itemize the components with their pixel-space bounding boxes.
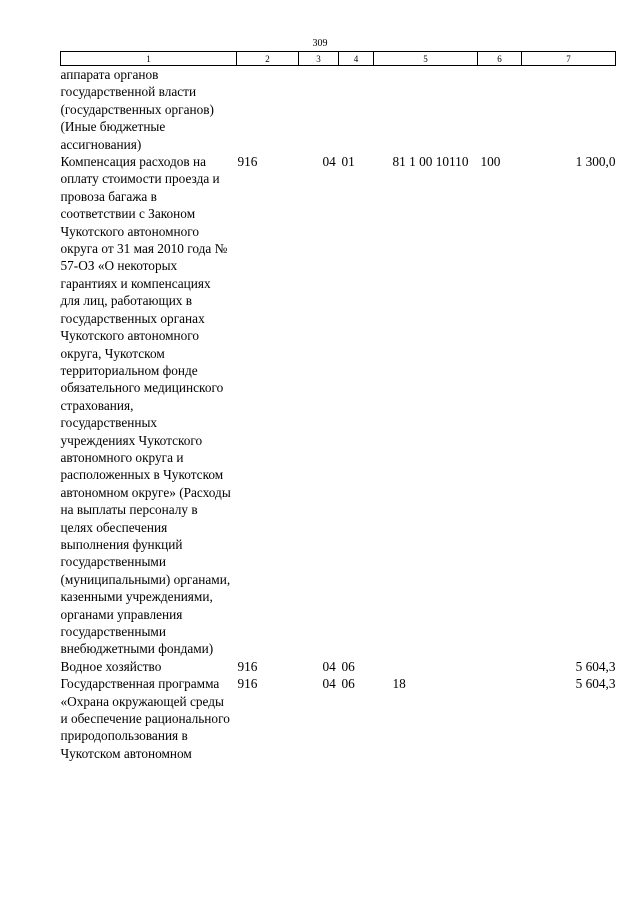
row-name: аппарата органов государственной власти (государственных органов) (Иные бюджетные ассигнования) (60, 67, 214, 152)
row-ministry-code: 916 (237, 658, 258, 674)
row-name: Компенсация расходов на оплату стоимости проезда и провоза багажа в соответствии с Законом Чукотского автономного округа от 31 мая 2010 года № 57-ОЗ «О некоторых гарантиях и компенсациях для лиц, работающих в государственных органах Чукотского автономного округа, Чукотском территориальном фонде обязательного медицинского страхования, государственных учреждениях Чукотского автономного округа и расположенных в Чукотском автономном округе» (Расходы на выплаты персоналу в целях обеспечения выполнения функций государственными (муниципальными) органами, казенными учреждениями, органами управления государственными внебюджетными фондами) (60, 154, 231, 657)
row-name: Водное хозяйство (60, 658, 162, 674)
row-subsection-code: 06 (341, 658, 355, 674)
header-cell-3: 3 (299, 52, 339, 66)
page-number: 309 (312, 38, 328, 49)
header-cell-1: 1 (61, 52, 237, 66)
row-name: Государственная программа «Охрана окружающей среды и обеспечение рационального природопользования в Чукотском автономном (60, 676, 230, 761)
table-row (61, 66, 616, 154)
row-target-article: 18 (392, 676, 406, 692)
row-amount: 5 604,3 (575, 676, 616, 692)
row-expense-type (478, 658, 522, 675)
header-cell-2: 2 (237, 52, 299, 66)
column-number-header (61, 52, 616, 66)
table-row (61, 153, 616, 658)
row-section-code: 04 (322, 658, 336, 674)
table-row (61, 658, 616, 675)
row-ministry-code (237, 66, 299, 154)
row-section-code: 04 (322, 154, 336, 170)
row-amount (522, 66, 616, 154)
table-row (61, 675, 616, 762)
row-target-article (374, 66, 478, 154)
row-subsection-code: 01 (341, 154, 355, 170)
row-section-code: 04 (322, 676, 336, 692)
row-amount: 1 300,0 (575, 154, 616, 170)
row-subsection-code: 06 (341, 676, 355, 692)
row-section-code (299, 66, 339, 154)
row-amount: 5 604,3 (575, 658, 616, 674)
header-cell-5: 5 (374, 52, 478, 66)
row-expense-type (478, 675, 522, 762)
header-cell-7: 7 (522, 52, 616, 66)
row-target-article: 81 1 00 10110 (392, 154, 469, 170)
row-subsection-code (339, 66, 374, 154)
row-expense-type (478, 66, 522, 154)
header-row (61, 52, 616, 66)
header-cell-6: 6 (478, 52, 522, 66)
budget-table (60, 51, 616, 762)
row-target-article (374, 658, 478, 675)
row-ministry-code: 916 (237, 676, 258, 692)
row-expense-type: 100 (480, 154, 501, 170)
row-ministry-code: 916 (237, 154, 258, 170)
header-cell-4: 4 (339, 52, 374, 66)
